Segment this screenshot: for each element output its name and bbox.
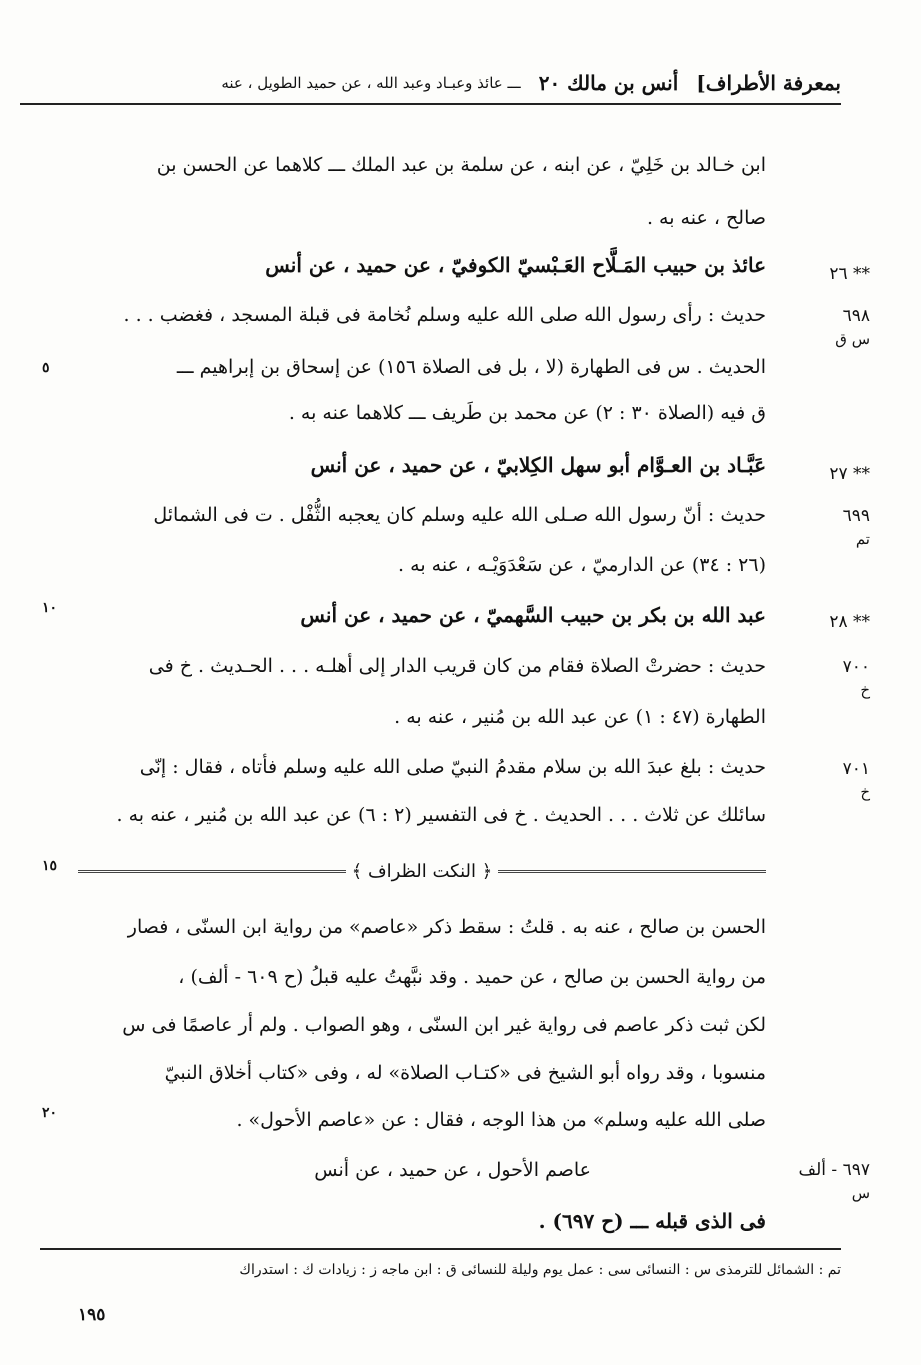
hadith-number <box>790 1158 870 1204</box>
line-number: ١٥ <box>42 858 58 874</box>
running-header <box>20 66 841 100</box>
text-line: ق فيه (الصلاة ٣٠ : ٢) عن محمد بن طَريف ـــ كلاهما عنه به . <box>288 402 766 424</box>
section-divider <box>78 859 766 883</box>
nukat-line: من رواية الحسن بن صالح ، عن حميد . وقد نبَّهتُ عليه قبلُ (ح ٦٠٩ - ألف) ، <box>178 966 766 988</box>
narrator-heading: عائذ بن حبيب المَـلَّاح العَـبْسيّ الكوفيّ ، عن حميد ، عن أنس <box>265 253 766 277</box>
narrator-heading: عبد الله بن بكر بن حبيب السَّهميّ ، عن حميد ، عن أنس <box>300 603 766 627</box>
narrator-heading: عاصم الأحول ، عن حميد ، عن أنس <box>314 1159 591 1181</box>
hadith-number <box>800 655 870 701</box>
cross-reference: فى الذى قبله ـــ (ح ٦٩٧) . <box>538 1209 766 1233</box>
narrator-heading: عَبَّـاد بن العـوَّام أبو سهل الكِلابيّ ، عن حميد ، عن أنس <box>310 453 766 477</box>
nukat-line: صلى الله عليه وسلم» من هذا الوجه ، فقال : عن «عاصم الأحول» . <box>236 1109 766 1131</box>
text-line: ابن خـالد بن خَلِيّ ، عن ابنه ، عن سلمة بن عبد الملك ـــ كلاهما عن الحسن بن <box>156 154 766 176</box>
line-number: ١٠ <box>42 600 58 616</box>
entry-number: ** ٢٦ <box>829 264 870 284</box>
source-sigla: س ق <box>835 330 870 348</box>
hadith-number-value: ٦٩٩ <box>842 506 870 526</box>
hadith-line: حديث : أنّ رسول الله صـلى الله عليه وسلم كان يعجبه الثُّفْل . ت فى الشمائل <box>153 504 766 526</box>
hadith-line: حديث : رأى رسول الله صلى الله عليه وسلم نُخامة فى قبلة المسجد ، فغضب . . . <box>123 304 766 326</box>
header-subtitle: ـــ عائذ وعبـاد وعبد الله ، عن حميد الطويل ، عنه <box>221 74 521 92</box>
text-line: الطهارة (٤٧ : ١) عن عبد الله بن مُنير ، عنه به . <box>394 706 766 728</box>
hadith-number-value: ٦٩٧ - ألف <box>798 1160 870 1180</box>
text-line: الحديث . س فى الطهارة (لا ، بل فى الصلاة ١٥٦) عن إسحاق بن إبراهيم ـــ <box>176 356 766 378</box>
footnote-rule <box>40 1248 841 1250</box>
hadith-line: حديث : حضرتْ الصلاة فقام من كان قريب الدار إلى أهلـه . . . الحـديث . خ فى <box>148 655 766 677</box>
hadith-number <box>800 504 870 550</box>
nukat-line: الحسن بن صالح ، عنه به . قلتُ : سقط ذكر «عاصم» من رواية ابن السنّى ، فصار <box>127 916 766 938</box>
source-sigla: تم <box>855 530 870 548</box>
text-line: صالح ، عنه به . <box>646 207 766 229</box>
hadith-number-value: ٧٠٠ <box>842 657 870 677</box>
hadith-number-value: ٧٠١ <box>842 759 870 779</box>
hadith-number <box>800 304 870 350</box>
nukat-line: لكن ثبت ذكر عاصم فى رواية غير ابن السنّى ، وهو الصواب . ولم أر عاصمًا فى س <box>122 1014 766 1036</box>
entry-number: ** ٢٧ <box>829 464 870 484</box>
nukat-line: منسوبا ، وقد رواه أبو الشيخ فى «كتـاب الصلاة» له ، وفى «كتاب أخلاق النبيّ <box>164 1062 766 1084</box>
header-title: بمعرفة الأطراف] <box>696 71 841 95</box>
text-line: (٢٦ : ٣٤) عن الدارميّ ، عن سَعْدَوَيْـه ، عنه به . <box>398 554 766 576</box>
hadith-number <box>800 757 870 803</box>
sigla-key: تم : الشمائل للترمذى س : النسائى سى : عمل يوم وليلة للنسائى ق : ابن ماجه ز : زيادات ك : استدراك <box>239 1262 841 1278</box>
source-sigla: خ <box>860 681 870 699</box>
divider-title: ﴿ النكت الظراف ﴾ <box>351 860 493 882</box>
hadith-line: حديث : بلغ عبدَ الله بن سلام مقدمُ النبيّ صلى الله عليه وسلم فأتاه ، فقال : إنّى <box>139 756 766 778</box>
source-sigla: س <box>851 1184 870 1202</box>
header-rule <box>20 103 841 105</box>
entry-number: ** ٢٨ <box>829 612 870 632</box>
page-number: ١٩٥ <box>78 1305 106 1325</box>
divider-line <box>78 870 346 873</box>
divider-line <box>498 870 766 873</box>
header-middle: أنس بن مالك ٢٠ <box>538 71 679 95</box>
hadith-number-value: ٦٩٨ <box>842 306 870 326</box>
source-sigla: خ <box>860 783 870 801</box>
line-number: ٢٠ <box>42 1105 58 1121</box>
text-line: سائلك عن ثلاث . . . الحديث . خ فى التفسير (٢ : ٦) عن عبد الله بن مُنير ، عنه به . <box>116 804 766 826</box>
line-number: ٥ <box>42 360 50 376</box>
